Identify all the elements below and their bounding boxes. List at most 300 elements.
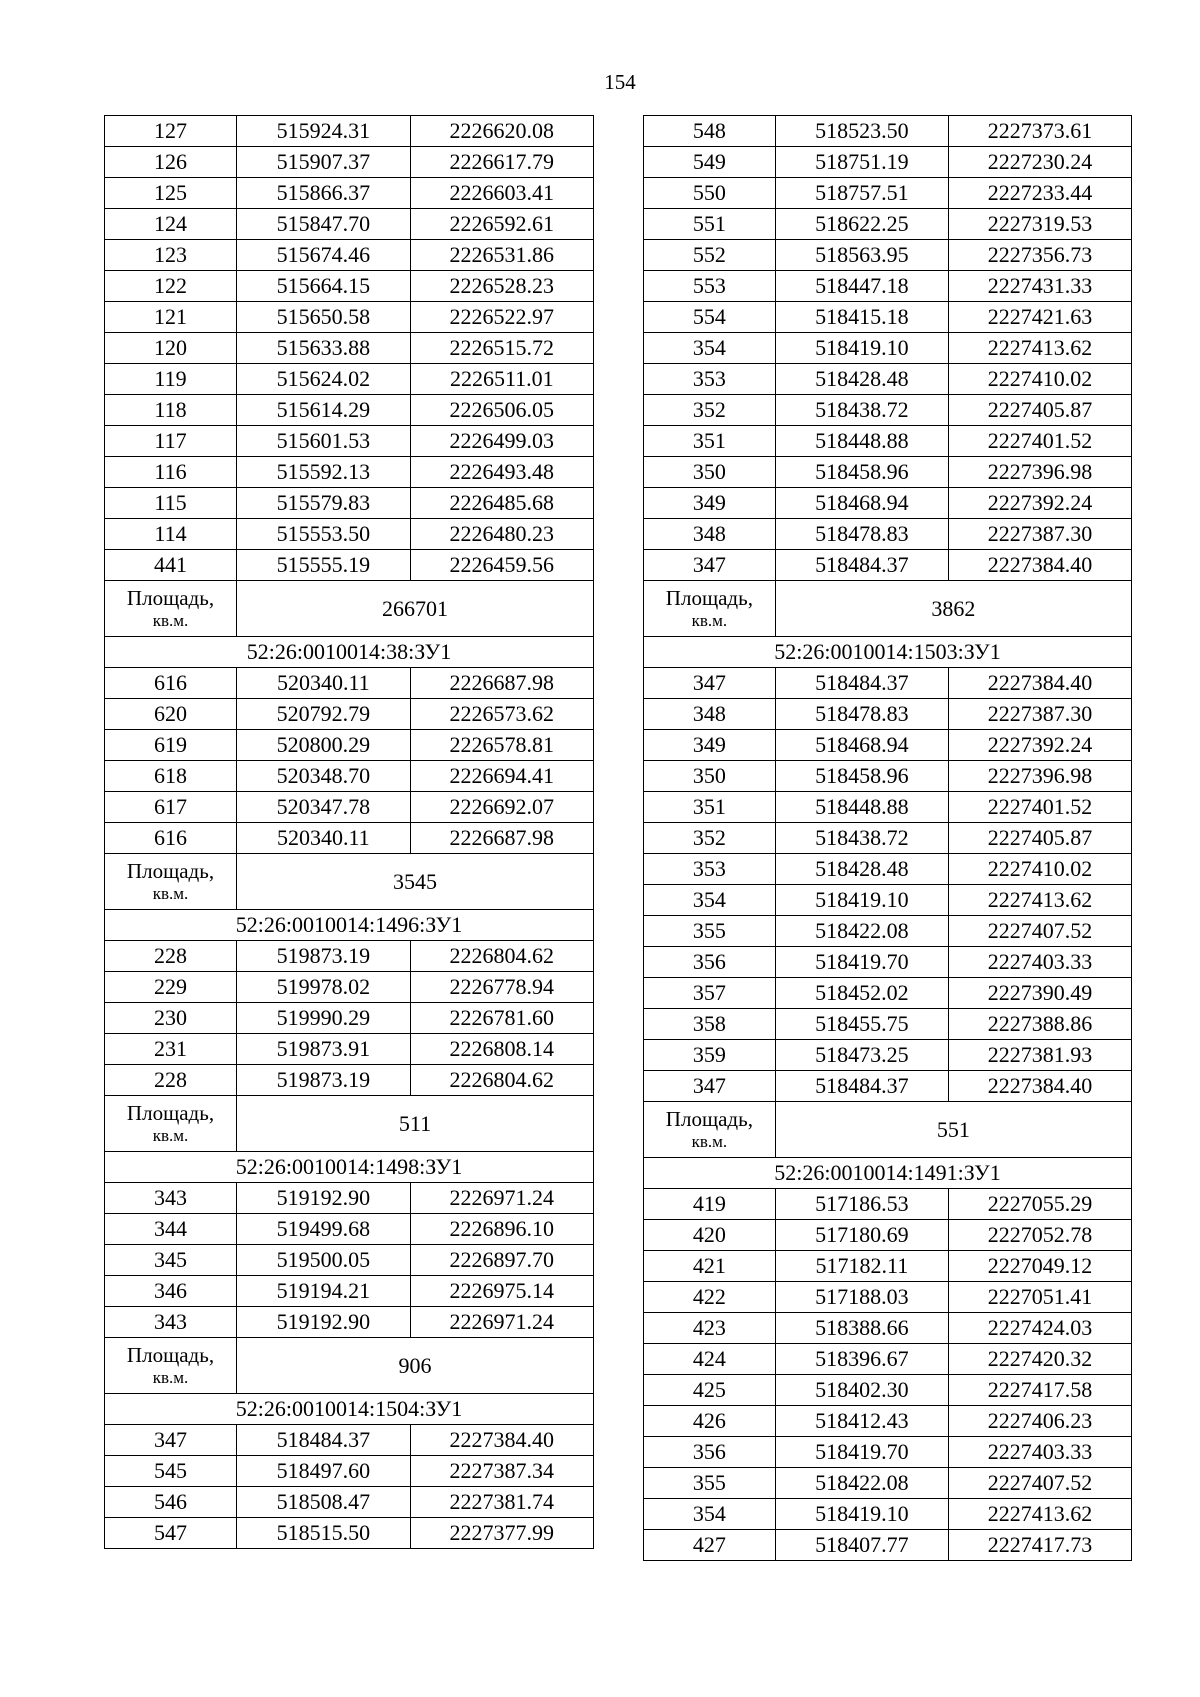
table-row [644, 916, 1132, 947]
page-number: 154 [604, 70, 636, 94]
table-row [105, 1307, 594, 1338]
y-coordinate-cell: 2227387.34 [410, 1456, 593, 1487]
point-number-cell: 616 [105, 823, 237, 854]
point-number-cell: 121 [105, 302, 237, 333]
y-coordinate-cell: 2227373.61 [948, 116, 1131, 147]
x-coordinate-cell: 518478.83 [775, 699, 948, 730]
point-number-cell: 546 [105, 1487, 237, 1518]
x-coordinate-cell: 520800.29 [237, 730, 411, 761]
y-coordinate-cell: 2226531.86 [410, 240, 593, 271]
y-coordinate-cell: 2226897.70 [410, 1245, 593, 1276]
area-value-cell: 3545 [237, 854, 594, 910]
table-row [644, 1313, 1132, 1344]
point-number-cell: 352 [644, 395, 776, 426]
table-row [105, 1276, 594, 1307]
point-number-cell: 357 [644, 978, 776, 1009]
point-number-cell: 353 [644, 854, 776, 885]
table-row [105, 668, 594, 699]
point-number-cell: 343 [105, 1307, 237, 1338]
parcel-heading-row [105, 637, 594, 668]
point-number-cell: 343 [105, 1183, 237, 1214]
y-coordinate-cell: 2226522.97 [410, 302, 593, 333]
area-label-cell [644, 1102, 776, 1158]
table-row [105, 426, 594, 457]
point-number-cell: 358 [644, 1009, 776, 1040]
point-number-cell: 348 [644, 519, 776, 550]
table-row [105, 1183, 594, 1214]
y-coordinate-cell: 2227413.62 [948, 333, 1131, 364]
x-coordinate-cell: 515614.29 [237, 395, 411, 426]
point-number-cell: 354 [644, 333, 776, 364]
x-coordinate-cell: 518388.66 [775, 1313, 948, 1344]
y-coordinate-cell: 2227230.24 [948, 147, 1131, 178]
y-coordinate-cell: 2227403.33 [948, 947, 1131, 978]
x-coordinate-cell: 519873.19 [237, 941, 411, 972]
point-number-cell: 228 [105, 1065, 237, 1096]
x-coordinate-cell: 515555.19 [237, 550, 411, 581]
table-row [644, 978, 1132, 1009]
table-row [644, 1071, 1132, 1102]
point-number-cell: 114 [105, 519, 237, 550]
table-row [644, 885, 1132, 916]
y-coordinate-cell: 2226808.14 [410, 1034, 593, 1065]
y-coordinate-cell: 2227392.24 [948, 730, 1131, 761]
y-coordinate-cell: 2227420.32 [948, 1344, 1131, 1375]
x-coordinate-cell: 520340.11 [237, 823, 411, 854]
cadastral-number-heading: 52:26:0010014:1498:ЗУ1 [105, 1152, 594, 1183]
y-coordinate-cell: 2226975.14 [410, 1276, 593, 1307]
x-coordinate-cell: 515633.88 [237, 333, 411, 364]
point-number-cell: 229 [105, 972, 237, 1003]
parcel-heading-row [105, 1152, 594, 1183]
table-row [644, 1189, 1132, 1220]
y-coordinate-cell: 2226578.81 [410, 730, 593, 761]
y-coordinate-cell: 2227410.02 [948, 364, 1131, 395]
x-coordinate-cell: 515624.02 [237, 364, 411, 395]
table-row [644, 1220, 1132, 1251]
x-coordinate-cell: 515650.58 [237, 302, 411, 333]
cadastral-number-heading: 52:26:0010014:38:ЗУ1 [105, 637, 594, 668]
y-coordinate-cell: 2227405.87 [948, 395, 1131, 426]
point-number-cell: 356 [644, 1437, 776, 1468]
table-row [644, 302, 1132, 333]
point-number-cell: 118 [105, 395, 237, 426]
point-number-cell: 347 [644, 550, 776, 581]
table-row [644, 147, 1132, 178]
y-coordinate-cell: 2226971.24 [410, 1183, 593, 1214]
table-row [105, 519, 594, 550]
point-number-cell: 345 [105, 1245, 237, 1276]
table-row [644, 178, 1132, 209]
point-number-cell: 424 [644, 1344, 776, 1375]
x-coordinate-cell: 518751.19 [775, 147, 948, 178]
table-row [644, 823, 1132, 854]
x-coordinate-cell: 520340.11 [237, 668, 411, 699]
x-coordinate-cell: 517186.53 [775, 1189, 948, 1220]
x-coordinate-cell: 518415.18 [775, 302, 948, 333]
x-coordinate-cell: 518419.10 [775, 1499, 948, 1530]
x-coordinate-cell: 519499.68 [237, 1214, 411, 1245]
table-row [644, 116, 1132, 147]
point-number-cell: 122 [105, 271, 237, 302]
cadastral-number-heading: 52:26:0010014:1496:ЗУ1 [105, 910, 594, 941]
y-coordinate-cell: 2226687.98 [410, 823, 593, 854]
y-coordinate-cell: 2227396.98 [948, 761, 1131, 792]
point-number-cell: 119 [105, 364, 237, 395]
area-unit: кв.м. [691, 610, 728, 630]
x-coordinate-cell: 518419.10 [775, 885, 948, 916]
point-number-cell: 618 [105, 761, 237, 792]
y-coordinate-cell: 2227392.24 [948, 488, 1131, 519]
table-row [105, 730, 594, 761]
table-row [105, 364, 594, 395]
x-coordinate-cell: 518447.18 [775, 271, 948, 302]
x-coordinate-cell: 520347.78 [237, 792, 411, 823]
point-number-cell: 354 [644, 885, 776, 916]
area-value-cell: 266701 [237, 581, 594, 637]
point-number-cell: 355 [644, 916, 776, 947]
point-number-cell: 545 [105, 1456, 237, 1487]
x-coordinate-cell: 518455.75 [775, 1009, 948, 1040]
y-coordinate-cell: 2226617.79 [410, 147, 593, 178]
area-unit: кв.м. [691, 1131, 728, 1151]
x-coordinate-cell: 519192.90 [237, 1183, 411, 1214]
y-coordinate-cell: 2226592.61 [410, 209, 593, 240]
y-coordinate-cell: 2227387.30 [948, 519, 1131, 550]
y-coordinate-cell: 2227403.33 [948, 1437, 1131, 1468]
table-row [105, 457, 594, 488]
area-label: Площадь, [126, 586, 215, 611]
x-coordinate-cell: 515601.53 [237, 426, 411, 457]
table-row [644, 668, 1132, 699]
point-number-cell: 620 [105, 699, 237, 730]
table-row [644, 699, 1132, 730]
point-number-cell: 126 [105, 147, 237, 178]
area-label-cell [105, 854, 237, 910]
table-row [105, 972, 594, 1003]
x-coordinate-cell: 519192.90 [237, 1307, 411, 1338]
point-number-cell: 124 [105, 209, 237, 240]
point-number-cell: 423 [644, 1313, 776, 1344]
table-row [644, 364, 1132, 395]
point-number-cell: 547 [105, 1518, 237, 1549]
x-coordinate-cell: 518484.37 [237, 1425, 411, 1456]
table-row [644, 550, 1132, 581]
parcel-heading-row [105, 1394, 594, 1425]
x-coordinate-cell: 518622.25 [775, 209, 948, 240]
x-coordinate-cell: 518396.67 [775, 1344, 948, 1375]
point-number-cell: 421 [644, 1251, 776, 1282]
y-coordinate-cell: 2227421.63 [948, 302, 1131, 333]
table-row [644, 1375, 1132, 1406]
x-coordinate-cell: 518448.88 [775, 426, 948, 457]
y-coordinate-cell: 2227055.29 [948, 1189, 1131, 1220]
x-coordinate-cell: 518419.70 [775, 947, 948, 978]
area-row [105, 1096, 594, 1152]
table-row [644, 395, 1132, 426]
table-row [644, 1406, 1132, 1437]
y-coordinate-cell: 2226528.23 [410, 271, 593, 302]
x-coordinate-cell: 518757.51 [775, 178, 948, 209]
y-coordinate-cell: 2226694.41 [410, 761, 593, 792]
area-unit: кв.м. [152, 1125, 189, 1145]
y-coordinate-cell: 2226896.10 [410, 1214, 593, 1245]
point-number-cell: 420 [644, 1220, 776, 1251]
x-coordinate-cell: 519978.02 [237, 972, 411, 1003]
table-row [105, 1245, 594, 1276]
point-number-cell: 347 [105, 1425, 237, 1456]
table-row [105, 209, 594, 240]
right-coordinates-table [643, 115, 1132, 1561]
table-row [644, 1344, 1132, 1375]
y-coordinate-cell: 2226511.01 [410, 364, 593, 395]
parcel-heading-row [644, 637, 1132, 668]
x-coordinate-cell: 518523.50 [775, 116, 948, 147]
y-coordinate-cell: 2227387.30 [948, 699, 1131, 730]
table-row [105, 1518, 594, 1549]
area-label: Площадь, [126, 1343, 215, 1368]
y-coordinate-cell: 2226499.03 [410, 426, 593, 457]
area-label-cell [105, 1338, 237, 1394]
parcel-heading-row [105, 910, 594, 941]
table-row [105, 147, 594, 178]
table-row [644, 457, 1132, 488]
point-number-cell: 347 [644, 668, 776, 699]
x-coordinate-cell: 518438.72 [775, 823, 948, 854]
x-coordinate-cell: 518452.02 [775, 978, 948, 1009]
point-number-cell: 617 [105, 792, 237, 823]
area-row [105, 581, 594, 637]
y-coordinate-cell: 2226804.62 [410, 1065, 593, 1096]
y-coordinate-cell: 2226620.08 [410, 116, 593, 147]
y-coordinate-cell: 2227051.41 [948, 1282, 1131, 1313]
table-row [105, 699, 594, 730]
point-number-cell: 427 [644, 1530, 776, 1561]
point-number-cell: 344 [105, 1214, 237, 1245]
y-coordinate-cell: 2226603.41 [410, 178, 593, 209]
x-coordinate-cell: 518407.77 [775, 1530, 948, 1561]
table-row [105, 240, 594, 271]
point-number-cell: 231 [105, 1034, 237, 1065]
area-value-cell: 906 [237, 1338, 594, 1394]
y-coordinate-cell: 2227319.53 [948, 209, 1131, 240]
table-row [105, 116, 594, 147]
point-number-cell: 616 [105, 668, 237, 699]
y-coordinate-cell: 2227406.23 [948, 1406, 1131, 1437]
table-row [105, 1003, 594, 1034]
table-row [105, 302, 594, 333]
x-coordinate-cell: 517182.11 [775, 1251, 948, 1282]
x-coordinate-cell: 518428.48 [775, 364, 948, 395]
x-coordinate-cell: 517188.03 [775, 1282, 948, 1313]
table-row [105, 550, 594, 581]
x-coordinate-cell: 520348.70 [237, 761, 411, 792]
x-coordinate-cell: 518468.94 [775, 730, 948, 761]
x-coordinate-cell: 518438.72 [775, 395, 948, 426]
y-coordinate-cell: 2227424.03 [948, 1313, 1131, 1344]
point-number-cell: 127 [105, 116, 237, 147]
point-number-cell: 228 [105, 941, 237, 972]
cadastral-number-heading: 52:26:0010014:1491:ЗУ1 [644, 1158, 1132, 1189]
y-coordinate-cell: 2227049.12 [948, 1251, 1131, 1282]
x-coordinate-cell: 518563.95 [775, 240, 948, 271]
y-coordinate-cell: 2226459.56 [410, 550, 593, 581]
y-coordinate-cell: 2227396.98 [948, 457, 1131, 488]
table-row [105, 178, 594, 209]
y-coordinate-cell: 2226778.94 [410, 972, 593, 1003]
point-number-cell: 356 [644, 947, 776, 978]
x-coordinate-cell: 515847.70 [237, 209, 411, 240]
point-number-cell: 354 [644, 1499, 776, 1530]
x-coordinate-cell: 518402.30 [775, 1375, 948, 1406]
table-row [105, 823, 594, 854]
x-coordinate-cell: 518497.60 [237, 1456, 411, 1487]
point-number-cell: 348 [644, 699, 776, 730]
x-coordinate-cell: 515866.37 [237, 178, 411, 209]
point-number-cell: 351 [644, 426, 776, 457]
x-coordinate-cell: 518419.10 [775, 333, 948, 364]
x-coordinate-cell: 518458.96 [775, 761, 948, 792]
y-coordinate-cell: 2227377.99 [410, 1518, 593, 1549]
x-coordinate-cell: 518484.37 [775, 550, 948, 581]
table-row [105, 333, 594, 364]
y-coordinate-cell: 2227388.86 [948, 1009, 1131, 1040]
point-number-cell: 355 [644, 1468, 776, 1499]
y-coordinate-cell: 2227417.73 [948, 1530, 1131, 1561]
point-number-cell: 552 [644, 240, 776, 271]
point-number-cell: 120 [105, 333, 237, 364]
area-value-cell: 551 [775, 1102, 1131, 1158]
table-row [644, 1009, 1132, 1040]
x-coordinate-cell: 515579.83 [237, 488, 411, 519]
table-row [105, 271, 594, 302]
y-coordinate-cell: 2227401.52 [948, 426, 1131, 457]
table-row [105, 395, 594, 426]
point-number-cell: 352 [644, 823, 776, 854]
x-coordinate-cell: 515592.13 [237, 457, 411, 488]
area-unit: кв.м. [152, 610, 189, 630]
left-coordinates-table [104, 115, 594, 1549]
y-coordinate-cell: 2227390.49 [948, 978, 1131, 1009]
y-coordinate-cell: 2227356.73 [948, 240, 1131, 271]
table-row [644, 426, 1132, 457]
x-coordinate-cell: 518484.37 [775, 668, 948, 699]
area-label: Площадь, [126, 1101, 215, 1126]
cadastral-number-heading: 52:26:0010014:1504:ЗУ1 [105, 1394, 594, 1425]
table-row [105, 792, 594, 823]
x-coordinate-cell: 515664.15 [237, 271, 411, 302]
table-row [644, 1282, 1132, 1313]
table-row [105, 1214, 594, 1245]
y-coordinate-cell: 2227384.40 [948, 1071, 1131, 1102]
y-coordinate-cell: 2227407.52 [948, 916, 1131, 947]
y-coordinate-cell: 2226515.72 [410, 333, 593, 364]
point-number-cell: 425 [644, 1375, 776, 1406]
area-unit: кв.м. [152, 1367, 189, 1387]
point-number-cell: 116 [105, 457, 237, 488]
y-coordinate-cell: 2227052.78 [948, 1220, 1131, 1251]
y-coordinate-cell: 2227384.40 [410, 1425, 593, 1456]
table-row [105, 1065, 594, 1096]
point-number-cell: 619 [105, 730, 237, 761]
table-row [644, 792, 1132, 823]
table-row [105, 941, 594, 972]
point-number-cell: 230 [105, 1003, 237, 1034]
y-coordinate-cell: 2227381.93 [948, 1040, 1131, 1071]
area-label: Площадь, [665, 586, 753, 611]
table-row [105, 1034, 594, 1065]
point-number-cell: 426 [644, 1406, 776, 1437]
y-coordinate-cell: 2226485.68 [410, 488, 593, 519]
table-row [644, 947, 1132, 978]
table-row [644, 240, 1132, 271]
area-row [105, 854, 594, 910]
table-row [105, 1456, 594, 1487]
table-row [644, 209, 1132, 240]
x-coordinate-cell: 518515.50 [237, 1518, 411, 1549]
area-label-cell [105, 1096, 237, 1152]
table-row [644, 488, 1132, 519]
table-row [105, 488, 594, 519]
y-coordinate-cell: 2226692.07 [410, 792, 593, 823]
y-coordinate-cell: 2226971.24 [410, 1307, 593, 1338]
point-number-cell: 125 [105, 178, 237, 209]
area-value-cell: 3862 [775, 581, 1131, 637]
point-number-cell: 346 [105, 1276, 237, 1307]
table-row [644, 730, 1132, 761]
table-row [644, 761, 1132, 792]
point-number-cell: 115 [105, 488, 237, 519]
x-coordinate-cell: 520792.79 [237, 699, 411, 730]
point-number-cell: 551 [644, 209, 776, 240]
y-coordinate-cell: 2227413.62 [948, 885, 1131, 916]
y-coordinate-cell: 2226781.60 [410, 1003, 593, 1034]
table-row [644, 1530, 1132, 1561]
x-coordinate-cell: 518458.96 [775, 457, 948, 488]
area-row [644, 581, 1132, 637]
x-coordinate-cell: 519990.29 [237, 1003, 411, 1034]
x-coordinate-cell: 518473.25 [775, 1040, 948, 1071]
table-row [644, 333, 1132, 364]
area-label-cell [644, 581, 776, 637]
point-number-cell: 351 [644, 792, 776, 823]
area-label: Площадь, [665, 1107, 753, 1132]
area-unit: кв.м. [152, 883, 189, 903]
cadastral-number-heading: 52:26:0010014:1503:ЗУ1 [644, 637, 1132, 668]
y-coordinate-cell: 2226506.05 [410, 395, 593, 426]
x-coordinate-cell: 518428.48 [775, 854, 948, 885]
x-coordinate-cell: 515924.31 [237, 116, 411, 147]
point-number-cell: 553 [644, 271, 776, 302]
x-coordinate-cell: 515674.46 [237, 240, 411, 271]
table-row [644, 1499, 1132, 1530]
table-row [644, 271, 1132, 302]
point-number-cell: 349 [644, 488, 776, 519]
x-coordinate-cell: 519500.05 [237, 1245, 411, 1276]
point-number-cell: 549 [644, 147, 776, 178]
point-number-cell: 359 [644, 1040, 776, 1071]
table-row [644, 1040, 1132, 1071]
y-coordinate-cell: 2226687.98 [410, 668, 593, 699]
point-number-cell: 422 [644, 1282, 776, 1313]
x-coordinate-cell: 518412.43 [775, 1406, 948, 1437]
x-coordinate-cell: 519873.19 [237, 1065, 411, 1096]
table-row [644, 1437, 1132, 1468]
y-coordinate-cell: 2227381.74 [410, 1487, 593, 1518]
point-number-cell: 554 [644, 302, 776, 333]
point-number-cell: 441 [105, 550, 237, 581]
y-coordinate-cell: 2226804.62 [410, 941, 593, 972]
